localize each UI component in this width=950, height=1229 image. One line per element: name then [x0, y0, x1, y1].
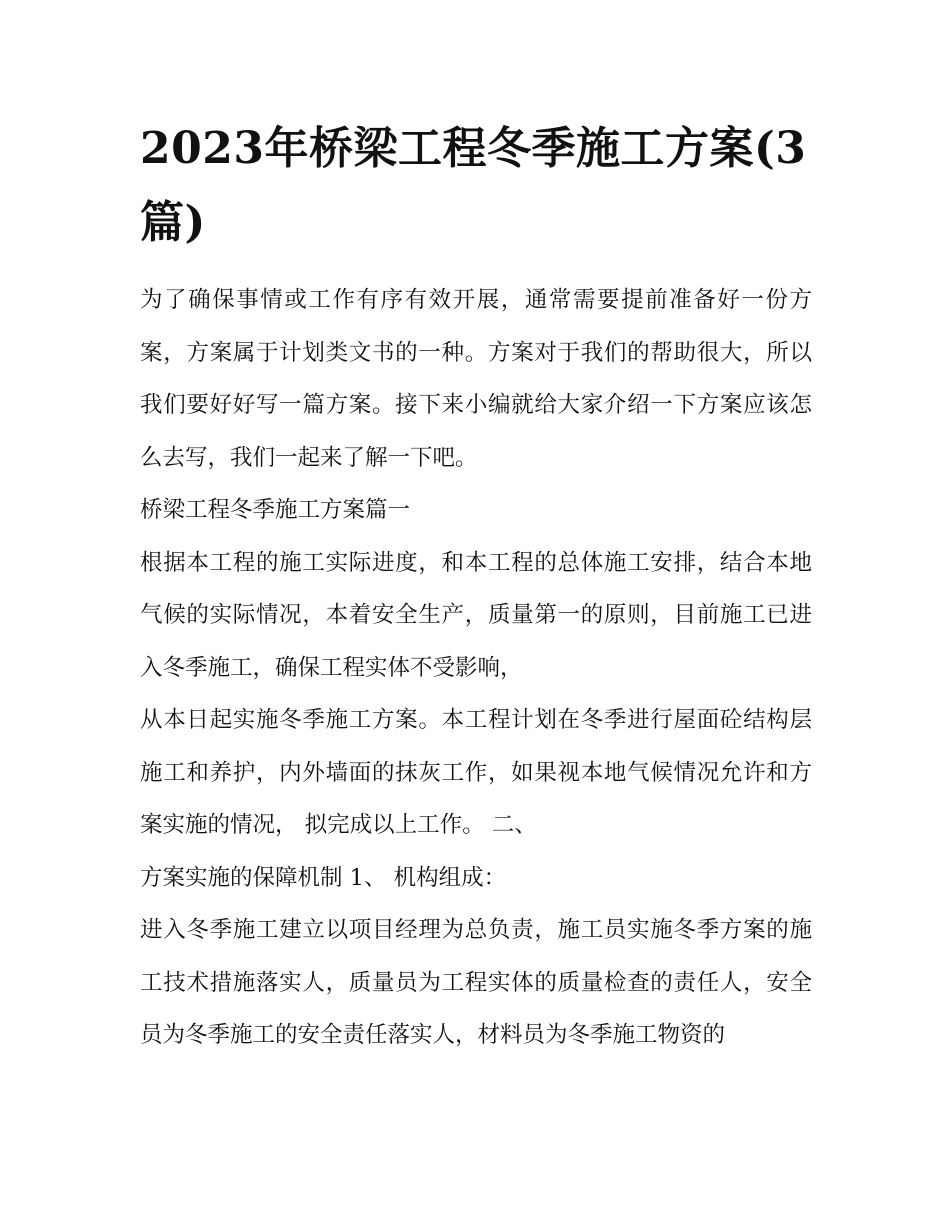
section-heading: 桥梁工程冬季施工方案篇一: [140, 497, 411, 523]
body-paragraph: 根据本工程的施工实际进度，和本工程的总体施工安排，结合本地气候的实际情况，本着安全生产，质量第一的原则，目前施工已进入冬季施工，确保工程实体不受影响，: [140, 549, 812, 681]
document-page: [140, 112, 812, 1062]
subsection-heading: 方案实施的保障机制 1、 机构组成：: [140, 864, 507, 891]
document-title: 2023年桥梁工程冬季施工方案(3篇): [140, 123, 807, 248]
intro-paragraph: 为了确保事情或工作有序有效开展，通常需要提前准备好一份方案，方案属于计划类文书的一种。方案对于我们的帮助很大，所以我们要好好写一篇方案。接下来小编就给大家介绍一下方案应该怎么去写，我们一起来了解一下吧。: [140, 287, 812, 471]
body-paragraph: 从本日起实施冬季施工方案。本工程计划在冬季进行屋面砼结构层施工和养护，内外墙面的抹灰工作，如果视本地气候情况允许和方案实施的情况， 拟完成以上工作。 二、: [140, 707, 812, 838]
body-paragraph: 进入冬季施工建立以项目经理为总负责，施工员实施冬季方案的施工技术措施落实人，质量员为工程实体的质量检查的责任人，安全员为冬季施工的安全责任落实人，材料员为冬季施工物资的: [140, 917, 812, 1048]
